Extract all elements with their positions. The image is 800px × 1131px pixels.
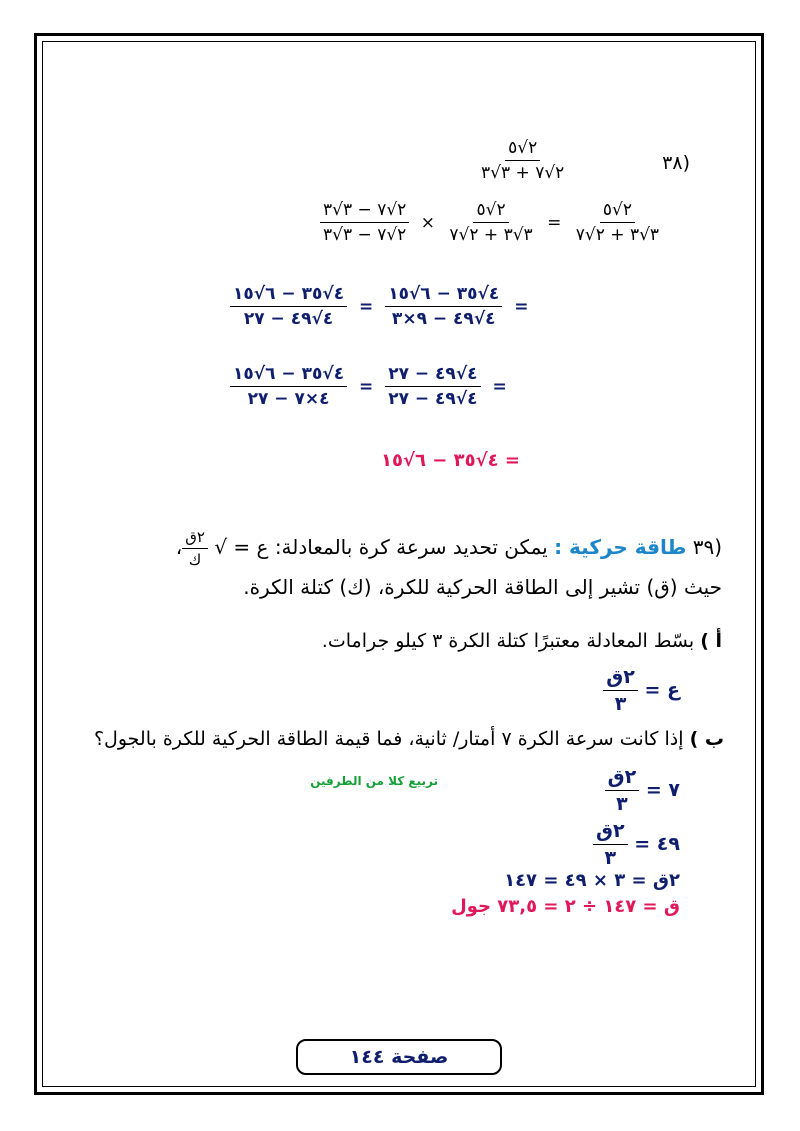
given-fraction: $\frac{٢√٥}{٢√٧ + ٣√٣}$ [481,138,565,183]
part-b-question: ب ) إذا كانت سرعة الكرة ٧ أمتار/ ثانية، فما قيمة الطاقة الحركية للكرة بالجول؟ [93,728,724,750]
page-number: صفحة ١٤٤ [349,1046,449,1068]
step-3: $\frac{٤√٣٥ - ٦√١٥}{٤\times ٧ - ٢٧}$ = $\frac{٤√٤٩ - ٢٧}{٤√٤٩ - ٢٧}$ = [230,364,513,409]
squaring-note: تربيع كلا من الطرفين [310,774,438,788]
problem-38-number: (٣٨ [662,152,690,174]
problem-38-result: = ٤√٣٥ − ٦√١٥ [381,450,520,471]
part-a-question: أ ) بسّط المعادلة معتبرًا كتلة الكرة ٣ كيلو جرامات. [321,630,722,652]
problem-39-title: طاقة حركية : [554,535,687,559]
part-b-line-1: ٧ = $\frac{\text{٢ق}}{٣}$ [605,766,680,815]
page-number-box [296,1039,502,1075]
step-1-factor: $\frac{٢√٥}{٣√٣ + ٢√٧}$ [449,200,533,245]
part-b-line-3: ٢ق = ٣ × ٤٩ = ١٤٧ [504,870,680,891]
problem-39-text2: حيث (ق) تشير إلى الطاقة الحركية للكرة، (ك) كتلة الكرة. [243,575,722,599]
step-1-factor-conj: $\frac{٢√٧ - ٣√٣}{٢√٧ - ٣√٣}$ [320,200,409,245]
part-a-answer: ع = $\frac{\text{٢ق}}{٣}$ [603,666,680,715]
step-1-original: $\frac{٢√٥}{٣√٣ + ٢√٧}$ [575,200,660,245]
problem-39-intro: (٣٩ طاقة حركية : يمكن تحديد سرعة كرة بالمعادلة: ع = √ $\frac{\text{٢ق}}{\text{ك}}$ ، [175,528,722,569]
step-2: $\frac{٤√٣٥ - ٦√١٥}{٤√٤٩ - ٢٧}$ = $\frac{٤√٣٥ - ٦√١٥}{٤√٤٩ - ٩\times ٣}$ = [230,284,534,329]
step-1: $\frac{٢√٧ - ٣√٣}{٢√٧ - ٣√٣}$ × $\frac{٢√٥}{٣√٣ + ٢√٧}$ = $\frac{٢√٥}{٣√٣ + ٢√٧}$ [320,200,662,245]
formula-fraction: $\frac{\text{٢ق}}{\text{ك}}$ [182,528,208,569]
part-b-line-2: ٤٩ = $\frac{\text{٢ق}}{٣}$ [593,820,680,869]
part-b-final-answer: ق = ١٤٧ ÷ ٢ = ٧٣,٥ جول [451,896,680,917]
problem-38-given [478,138,567,183]
